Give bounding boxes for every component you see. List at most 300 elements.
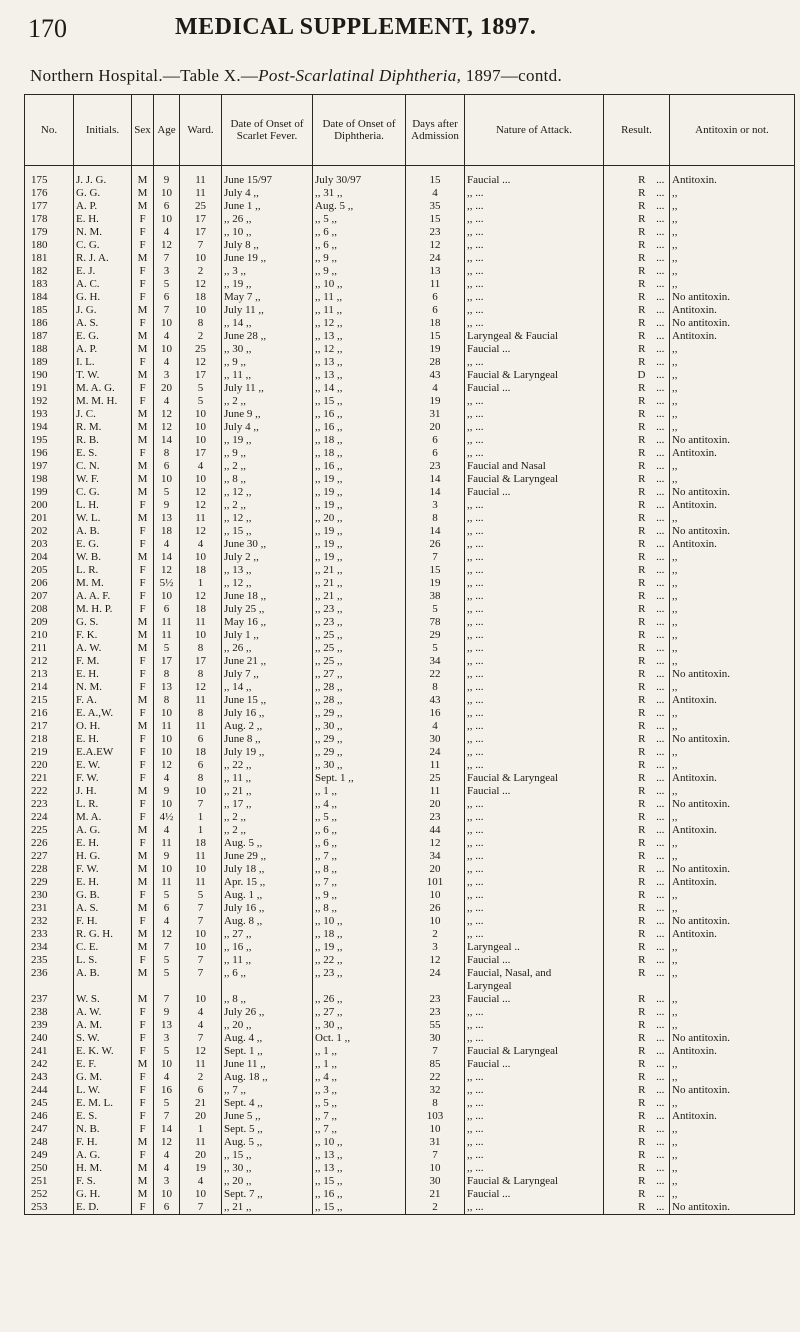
cell-result: R: [604, 694, 652, 707]
cell-result-dots: ...: [652, 382, 670, 395]
cell-nature: Faucial & Laryngeal: [465, 369, 604, 382]
cell-initials: A. W.: [74, 642, 132, 655]
header-row: [25, 95, 795, 166]
cell-result: R: [604, 525, 652, 538]
cell-sex: M: [132, 304, 154, 317]
cell-antitoxin: ,,: [670, 239, 795, 252]
cell-nature: ,, ...: [465, 928, 604, 941]
cell-nature: ,, ...: [465, 759, 604, 772]
cell-result-dots: ...: [652, 356, 670, 369]
cell-days-after: 103: [406, 1110, 465, 1123]
cell-scarlet-onset: Aug. 18 ,,: [222, 1071, 313, 1084]
cell-ward: 10: [180, 421, 222, 434]
cell-days-after: 14: [406, 525, 465, 538]
cell-initials: E. W.: [74, 759, 132, 772]
hospital-name: Northern Hospital.: [30, 66, 163, 85]
cell-days-after: 11: [406, 759, 465, 772]
cell-days-after: 26: [406, 538, 465, 551]
table-row: [25, 408, 795, 421]
table-row: [25, 1097, 795, 1110]
cell-nature: ,, ...: [465, 291, 604, 304]
table-row: [25, 759, 795, 772]
cell-diphtheria-onset: ,, 28 ,,: [313, 681, 406, 694]
cell-days-after: 31: [406, 408, 465, 421]
cell-sex: F: [132, 1201, 154, 1215]
cell-scarlet-onset: July 8 ,,: [222, 239, 313, 252]
table-row: [25, 798, 795, 811]
cell-result-dots: ...: [652, 525, 670, 538]
cell-age: 4½: [154, 811, 180, 824]
cell-diphtheria-onset: ,, 19 ,,: [313, 941, 406, 954]
cell-diphtheria-onset: Sept. 1 ,,: [313, 772, 406, 785]
cell-age: 10: [154, 733, 180, 746]
cell-nature: ,, ...: [465, 798, 604, 811]
cell-ward: 19: [180, 1162, 222, 1175]
cell-diphtheria-onset: ,, 16 ,,: [313, 1188, 406, 1201]
cell-result: R: [604, 954, 652, 967]
cell-sex: F: [132, 590, 154, 603]
cell-scarlet-onset: June 5 ,,: [222, 1110, 313, 1123]
cell-nature: ,, ...: [465, 1084, 604, 1097]
cell-antitoxin: ,,: [670, 343, 795, 356]
cell-days-after: 3: [406, 499, 465, 512]
cell-ward: 5: [180, 889, 222, 902]
cell-scarlet-onset: May 7 ,,: [222, 291, 313, 304]
cell-result: R: [604, 1097, 652, 1110]
cell-result-dots: ...: [652, 1201, 670, 1215]
cell-result: R: [604, 811, 652, 824]
cell-nature: ,, ...: [465, 915, 604, 928]
cell-ward: 10: [180, 863, 222, 876]
cell-sex: M: [132, 785, 154, 798]
cell-scarlet-onset: June 19 ,,: [222, 252, 313, 265]
cell-nature: Faucial ...: [465, 954, 604, 967]
cell-sex: F: [132, 733, 154, 746]
cell-no: 232: [25, 915, 74, 928]
cell-nature: Faucial ...: [465, 343, 604, 356]
cell-age: 12: [154, 239, 180, 252]
cell-ward: 11: [180, 187, 222, 200]
cell-antitoxin: No antitoxin.: [670, 915, 795, 928]
table-row: [25, 512, 795, 525]
cell-result-dots: ...: [652, 759, 670, 772]
cell-result-dots: ...: [652, 1019, 670, 1032]
cell-ward: 18: [180, 564, 222, 577]
cell-result-dots: ...: [652, 642, 670, 655]
cell-result-dots: ...: [652, 629, 670, 642]
cell-sex: M: [132, 642, 154, 655]
cell-sex: [132, 980, 154, 993]
cell-result-dots: ...: [652, 278, 670, 291]
cell-initials: L. W.: [74, 1084, 132, 1097]
cell-ward: 10: [180, 408, 222, 421]
cell-sex: F: [132, 1071, 154, 1084]
cell-antitoxin: ,,: [670, 603, 795, 616]
cell-result-dots: ...: [652, 902, 670, 915]
cell-scarlet-onset: ,, 14 ,,: [222, 317, 313, 330]
cell-no: 202: [25, 525, 74, 538]
cell-diphtheria-onset: ,, 20 ,,: [313, 512, 406, 525]
cell-result-dots: ...: [652, 603, 670, 616]
table-row: [25, 902, 795, 915]
cell-result: R: [604, 395, 652, 408]
cell-antitoxin: ,,: [670, 356, 795, 369]
table-row: [25, 1162, 795, 1175]
cell-result-dots: ...: [652, 1175, 670, 1188]
cell-nature: ,, ...: [465, 1149, 604, 1162]
table-row: [25, 733, 795, 746]
cell-age: 5: [154, 1045, 180, 1058]
cell-age: 4: [154, 1162, 180, 1175]
cell-initials: C. G.: [74, 486, 132, 499]
cell-ward: 12: [180, 590, 222, 603]
cell-scarlet-onset: July 19 ,,: [222, 746, 313, 759]
cell-initials: C. N.: [74, 460, 132, 473]
cell-result-dots: ...: [652, 239, 670, 252]
table-row: [25, 1019, 795, 1032]
cell-nature: ,, ...: [465, 590, 604, 603]
cell-age: 11: [154, 720, 180, 733]
cell-diphtheria-onset: ,, 15 ,,: [313, 1175, 406, 1188]
cell-diphtheria-onset: ,, 6 ,,: [313, 824, 406, 837]
cell-no: 212: [25, 655, 74, 668]
cell-initials: E. S.: [74, 447, 132, 460]
col-header-onset-diphtheria: Date of Onset of Diphtheria.: [313, 95, 406, 166]
cell-result-dots: ...: [652, 1149, 670, 1162]
cell-diphtheria-onset: ,, 7 ,,: [313, 1123, 406, 1136]
cell-result-dots: ...: [652, 863, 670, 876]
cell-age: 7: [154, 252, 180, 265]
table-row: [25, 434, 795, 447]
cell-nature: Faucial & Laryngeal: [465, 1045, 604, 1058]
cell-age: 6: [154, 603, 180, 616]
cell-initials: J. H.: [74, 785, 132, 798]
cell-no: 194: [25, 421, 74, 434]
cell-sex: F: [132, 1006, 154, 1019]
cell-days-after: 4: [406, 720, 465, 733]
cell-ward: 20: [180, 1149, 222, 1162]
cell-ward: 17: [180, 213, 222, 226]
cell-ward: 11: [180, 166, 222, 188]
cell-result-dots: ...: [652, 928, 670, 941]
cell-initials: E. G.: [74, 538, 132, 551]
cell-age: [154, 980, 180, 993]
cell-no: [25, 980, 74, 993]
cell-antitoxin: ,,: [670, 278, 795, 291]
cell-sex: M: [132, 993, 154, 1006]
cell-result-dots: ...: [652, 512, 670, 525]
cell-initials: L. R.: [74, 564, 132, 577]
table-row: [25, 1136, 795, 1149]
table-row: [25, 1110, 795, 1123]
cell-no: 198: [25, 473, 74, 486]
cell-result: R: [604, 447, 652, 460]
cell-days-after: 23: [406, 811, 465, 824]
cell-nature: ,, ...: [465, 317, 604, 330]
cell-result: R: [604, 408, 652, 421]
cell-initials: J. C.: [74, 408, 132, 421]
cell-days-after: 31: [406, 1136, 465, 1149]
cell-antitoxin: ,,: [670, 967, 795, 980]
cell-antitoxin: ,,: [670, 1071, 795, 1084]
table-row: [25, 642, 795, 655]
cell-no: 220: [25, 759, 74, 772]
cell-days-after: 3: [406, 941, 465, 954]
cell-ward: 2: [180, 265, 222, 278]
table-row: [25, 551, 795, 564]
cell-result: R: [604, 993, 652, 1006]
cell-antitoxin: Antitoxin.: [670, 330, 795, 343]
cell-initials: F. W.: [74, 863, 132, 876]
cell-ward: 1: [180, 577, 222, 590]
cell-initials: R. B.: [74, 434, 132, 447]
cell-sex: M: [132, 408, 154, 421]
cell-initials: S. W.: [74, 1032, 132, 1045]
cell-result-dots: ...: [652, 265, 670, 278]
cell-nature: Laryngeal: [465, 980, 604, 993]
cell-result-dots: ...: [652, 460, 670, 473]
cell-diphtheria-onset: Oct. 1 ,,: [313, 1032, 406, 1045]
cell-result: R: [604, 226, 652, 239]
cell-no: 183: [25, 278, 74, 291]
cell-nature: ,, ...: [465, 395, 604, 408]
cell-antitoxin: [670, 980, 795, 993]
cell-result-dots: ...: [652, 850, 670, 863]
cell-sex: M: [132, 616, 154, 629]
cell-scarlet-onset: Aug. 5 ,,: [222, 1136, 313, 1149]
cell-initials: A. B.: [74, 967, 132, 980]
cell-sex: F: [132, 265, 154, 278]
cell-ward: 12: [180, 1045, 222, 1058]
cell-result: R: [604, 304, 652, 317]
cell-no: 242: [25, 1058, 74, 1071]
cell-scarlet-onset: July 16 ,,: [222, 707, 313, 720]
cell-age: 14: [154, 434, 180, 447]
cases-table: [24, 94, 795, 1215]
cell-days-after: 14: [406, 473, 465, 486]
table-row: [25, 1058, 795, 1071]
cell-nature: ,, ...: [465, 1123, 604, 1136]
cell-diphtheria-onset: ,, 7 ,,: [313, 876, 406, 889]
cell-scarlet-onset: July 1 ,,: [222, 629, 313, 642]
cell-ward: 7: [180, 1032, 222, 1045]
table-row: [25, 486, 795, 499]
cell-scarlet-onset: Sept. 7 ,,: [222, 1188, 313, 1201]
cell-age: 4: [154, 538, 180, 551]
cell-scarlet-onset: [222, 980, 313, 993]
cell-no: 247: [25, 1123, 74, 1136]
cell-antitoxin: No antitoxin.: [670, 798, 795, 811]
cell-nature: Faucial & Laryngeal: [465, 473, 604, 486]
cell-nature: ,, ...: [465, 278, 604, 291]
cell-sex: F: [132, 1123, 154, 1136]
cell-no: 196: [25, 447, 74, 460]
cell-result-dots: ...: [652, 954, 670, 967]
cell-initials: J. J. G.: [74, 166, 132, 188]
cell-result: R: [604, 1006, 652, 1019]
cell-result: R: [604, 1123, 652, 1136]
cell-nature: Faucial, Nasal, and: [465, 967, 604, 980]
cell-scarlet-onset: ,, 20 ,,: [222, 1019, 313, 1032]
cell-result: R: [604, 473, 652, 486]
cell-age: 4: [154, 395, 180, 408]
cell-antitoxin: ,,: [670, 954, 795, 967]
cell-age: 4: [154, 915, 180, 928]
table-subject: Post-Scarlatinal Diphtheria,: [258, 66, 462, 85]
cell-result-dots: ...: [652, 694, 670, 707]
table-row: [25, 1149, 795, 1162]
cell-result: R: [604, 356, 652, 369]
cell-no: 178: [25, 213, 74, 226]
cell-antitoxin: ,,: [670, 226, 795, 239]
table-row: [25, 850, 795, 863]
cell-no: 240: [25, 1032, 74, 1045]
cell-no: 221: [25, 772, 74, 785]
cell-result-dots: ...: [652, 1045, 670, 1058]
cell-nature: ,, ...: [465, 824, 604, 837]
cell-antitoxin: ,,: [670, 213, 795, 226]
cell-diphtheria-onset: ,, 18 ,,: [313, 434, 406, 447]
cell-age: 10: [154, 707, 180, 720]
cell-days-after: 32: [406, 1084, 465, 1097]
cell-age: 4: [154, 356, 180, 369]
cell-ward: 25: [180, 200, 222, 213]
cell-diphtheria-onset: ,, 19 ,,: [313, 525, 406, 538]
cell-no: 181: [25, 252, 74, 265]
cell-result: R: [604, 746, 652, 759]
cell-ward: 10: [180, 252, 222, 265]
cell-nature: ,, ...: [465, 421, 604, 434]
cell-result: R: [604, 837, 652, 850]
cell-result: R: [604, 1188, 652, 1201]
cell-result: R: [604, 720, 652, 733]
page-number: 170: [28, 14, 67, 43]
col-header-ward: Ward.: [180, 95, 222, 166]
cell-antitoxin: ,,: [670, 265, 795, 278]
cell-antitoxin: No antitoxin.: [670, 668, 795, 681]
cell-nature: ,, ...: [465, 1110, 604, 1123]
table-row: [25, 603, 795, 616]
cell-scarlet-onset: ,, 2 ,,: [222, 395, 313, 408]
cell-antitoxin: ,,: [670, 707, 795, 720]
cell-ward: 18: [180, 291, 222, 304]
cell-result-dots: ...: [652, 824, 670, 837]
cell-no: 214: [25, 681, 74, 694]
table-row-continuation: [25, 980, 795, 993]
cell-result-dots: ...: [652, 655, 670, 668]
cell-antitoxin: ,,: [670, 408, 795, 421]
cell-scarlet-onset: July 4 ,,: [222, 421, 313, 434]
cell-result-dots: ...: [652, 733, 670, 746]
cell-age: 5: [154, 1097, 180, 1110]
cell-sex: F: [132, 291, 154, 304]
cell-initials: E. H.: [74, 837, 132, 850]
table-row: [25, 629, 795, 642]
cell-result: R: [604, 928, 652, 941]
cell-result: R: [604, 1201, 652, 1215]
cell-age: 7: [154, 1110, 180, 1123]
cell-initials: M. M.: [74, 577, 132, 590]
cell-diphtheria-onset: ,, 13 ,,: [313, 1162, 406, 1175]
cell-ward: 11: [180, 876, 222, 889]
cell-diphtheria-onset: ,, 9 ,,: [313, 252, 406, 265]
cell-scarlet-onset: May 16 ,,: [222, 616, 313, 629]
cell-initials: F. W.: [74, 772, 132, 785]
cell-result-dots: ...: [652, 1123, 670, 1136]
cell-diphtheria-onset: ,, 13 ,,: [313, 356, 406, 369]
cell-scarlet-onset: Apr. 15 ,,: [222, 876, 313, 889]
table-label: —Table X.—: [162, 66, 259, 85]
cell-scarlet-onset: Sept. 4 ,,: [222, 1097, 313, 1110]
table-row: [25, 876, 795, 889]
table-row: [25, 291, 795, 304]
cell-age: 10: [154, 317, 180, 330]
cell-initials: E.A.EW: [74, 746, 132, 759]
cell-diphtheria-onset: ,, 19 ,,: [313, 538, 406, 551]
cell-age: 11: [154, 616, 180, 629]
cell-result: R: [604, 733, 652, 746]
cell-antitoxin: ,,: [670, 720, 795, 733]
cell-result-dots: ...: [652, 304, 670, 317]
cell-age: 8: [154, 447, 180, 460]
cell-result: R: [604, 889, 652, 902]
cell-no: 235: [25, 954, 74, 967]
cell-antitoxin: No antitoxin.: [670, 1201, 795, 1215]
cell-result: R: [604, 590, 652, 603]
cell-age: 6: [154, 291, 180, 304]
cell-initials: A. G.: [74, 1149, 132, 1162]
cell-no: 200: [25, 499, 74, 512]
cell-ward: 10: [180, 551, 222, 564]
cell-initials: E. A.,W.: [74, 707, 132, 720]
cell-age: 14: [154, 551, 180, 564]
cell-days-after: 30: [406, 1032, 465, 1045]
cell-age: 12: [154, 759, 180, 772]
cell-scarlet-onset: Aug. 8 ,,: [222, 915, 313, 928]
cell-age: 12: [154, 421, 180, 434]
cell-sex: F: [132, 1110, 154, 1123]
cell-initials: J. G.: [74, 304, 132, 317]
cell-diphtheria-onset: ,, 11 ,,: [313, 304, 406, 317]
cell-scarlet-onset: ,, 2 ,,: [222, 499, 313, 512]
cell-nature: ,, ...: [465, 1136, 604, 1149]
cell-age: 4: [154, 1149, 180, 1162]
cell-days-after: 18: [406, 317, 465, 330]
cell-age: 6: [154, 1201, 180, 1215]
cell-days-after: 43: [406, 694, 465, 707]
cell-antitoxin: ,,: [670, 460, 795, 473]
cell-no: 187: [25, 330, 74, 343]
cell-days-after: 28: [406, 356, 465, 369]
cell-antitoxin: ,,: [670, 811, 795, 824]
cell-sex: M: [132, 252, 154, 265]
cell-days-after: 38: [406, 590, 465, 603]
cell-no: 182: [25, 265, 74, 278]
cell-result-dots: ...: [652, 1071, 670, 1084]
cell-antitoxin: ,,: [670, 889, 795, 902]
cell-result: R: [604, 1162, 652, 1175]
col-header-age: Age: [154, 95, 180, 166]
cell-nature: ,, ...: [465, 512, 604, 525]
cell-result: R: [604, 876, 652, 889]
table-row: [25, 187, 795, 200]
cell-diphtheria-onset: ,, 23 ,,: [313, 616, 406, 629]
table-row: [25, 707, 795, 720]
cell-initials: E. J.: [74, 265, 132, 278]
cell-diphtheria-onset: ,, 29 ,,: [313, 746, 406, 759]
cell-age: 10: [154, 187, 180, 200]
cell-no: 248: [25, 1136, 74, 1149]
